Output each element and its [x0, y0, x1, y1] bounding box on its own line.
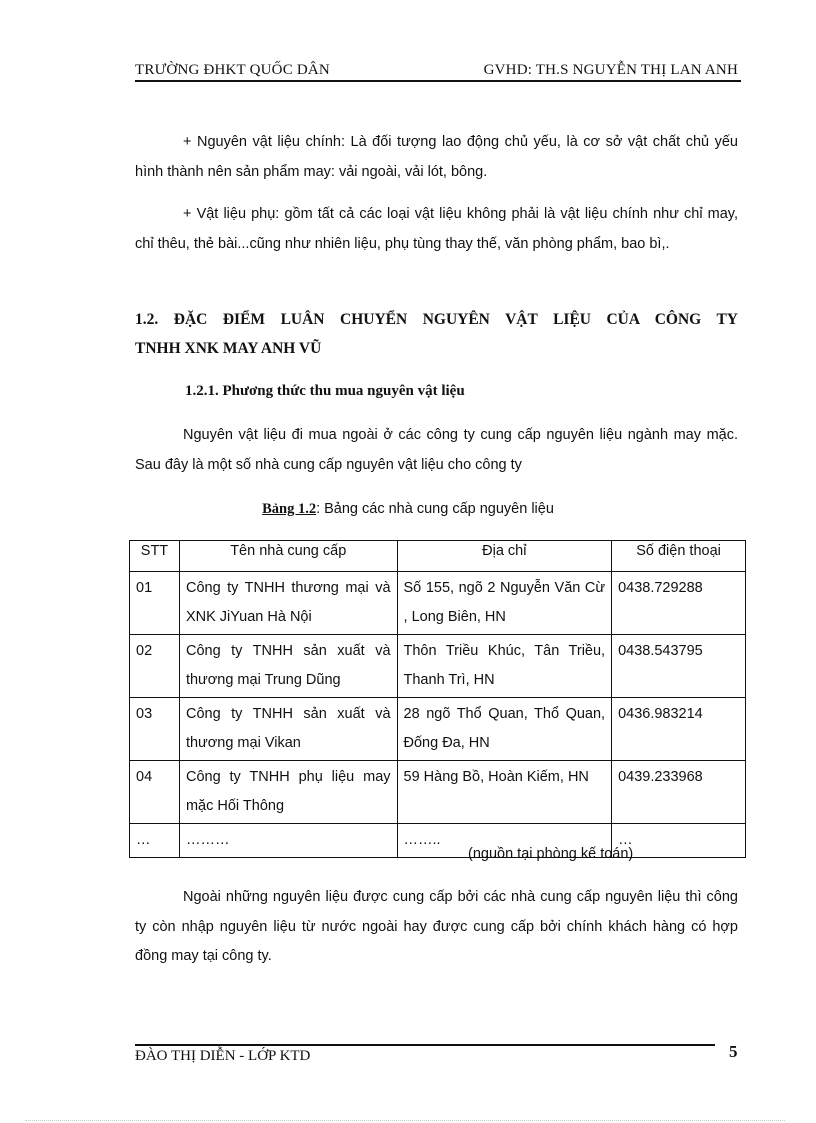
cell-supplier-name: Công ty TNHH sản xuất và thương mại Trung Dũng — [179, 635, 397, 698]
table-source-note: (nguồn tại phòng kế toán) — [468, 846, 634, 862]
subsection-heading: 1.2.1. Phương thức thu mua nguyên vật liệu — [185, 383, 465, 399]
col-header-supplier-name: Tên nhà cung cấp — [179, 541, 397, 572]
table-row — [130, 635, 746, 698]
section-heading-line2: TNHH XNK MAY ANH VŨ — [135, 340, 322, 357]
header-school: TRƯỜNG ĐHKT QUỐC DÂN — [135, 62, 330, 78]
paragraph-other-sources: Ngoài những nguyên liệu được cung cấp bởi các nhà cung cấp nguyên liệu thì công ty còn nhập nguyên liệu từ nước ngoài hay được cung cấp bởi chính khách hàng có hợp đồng may tại công ty. — [135, 889, 738, 964]
cell-phone: … — [612, 824, 746, 858]
cell-stt: 04 — [130, 761, 180, 824]
cell-supplier-name: Công ty TNHH phụ liệu may mặc Hối Thông — [179, 761, 397, 824]
cell-stt: 01 — [130, 572, 180, 635]
page-edge-divider — [25, 1120, 785, 1121]
cell-stt: 03 — [130, 698, 180, 761]
cell-phone: 0438.543795 — [612, 635, 746, 698]
cell-supplier-name: ……… — [179, 824, 397, 858]
footer-rule — [135, 1044, 715, 1046]
paragraph-suppliers-intro: Nguyên vật liệu đi mua ngoài ở các công ty cung cấp nguyên liệu ngành may mặc. Sau đây là một số nhà cung cấp nguyên vật liệu cho công ty — [135, 427, 738, 473]
table-header-row — [130, 541, 746, 572]
cell-phone: 0439.233968 — [612, 761, 746, 824]
col-header-phone: Số điện thoại — [612, 541, 746, 572]
col-header-address: Địa chỉ — [397, 541, 612, 572]
header-supervisor: GVHD: TH.S NGUYỄN THỊ LAN ANH — [483, 62, 738, 78]
cell-supplier-name: Công ty TNHH sản xuất và thương mại Vikan — [179, 698, 397, 761]
cell-address: Số 155, ngõ 2 Nguyễn Văn Cừ , Long Biên, HN — [397, 572, 612, 635]
table-caption-text: : Bảng các nhà cung cấp nguyên liệu — [316, 501, 554, 517]
cell-address: 59 Hàng Bồ, Hoàn Kiếm, HN — [397, 761, 612, 824]
cell-supplier-name: Công ty TNHH thương mại và XNK JiYuan Hà Nội — [179, 572, 397, 635]
page-header — [135, 60, 738, 82]
paragraph-main-materials: + Nguyên vật liệu chính: Là đối tượng lao động chủ yếu, là cơ sở vật chất chủ yếu hình thành nên sản phẩm may: vải ngoài, vải lót, bông. — [135, 134, 738, 180]
page-number: 5 — [729, 1042, 738, 1061]
cell-phone: 0438.729288 — [612, 572, 746, 635]
cell-address: 28 ngõ Thổ Quan, Thổ Quan, Đống Đa, HN — [397, 698, 612, 761]
header-rule — [135, 80, 741, 82]
table-row — [130, 761, 746, 824]
table-row — [130, 824, 746, 858]
cell-stt: 02 — [130, 635, 180, 698]
paragraph-auxiliary-materials: + Vật liệu phụ: gồm tất cả các loại vật liệu không phải là vật liệu chính như chỉ may, chỉ thêu, thẻ bài...cũng như nhiên liệu, phụ tùng thay thế, văn phòng phẩm, bao bì,. — [135, 206, 738, 252]
table-row — [130, 572, 746, 635]
section-heading — [135, 305, 738, 363]
cell-phone: 0436.983214 — [612, 698, 746, 761]
footer-author: ĐÀO THỊ DIỄN - LỚP KTD — [135, 1048, 311, 1064]
table-caption — [0, 501, 816, 518]
cell-stt: … — [130, 824, 180, 858]
table-row — [130, 698, 746, 761]
cell-address: Thôn Triều Khúc, Tân Triều, Thanh Trì, HN — [397, 635, 612, 698]
section-heading-line1: 1.2. ĐẶC ĐIỂM LUÂN CHUYỂN NGUYÊN VẬT LIỆU CỦA CÔNG TY — [135, 311, 738, 328]
cell-address: …….. — [397, 824, 612, 858]
supplier-table — [129, 540, 746, 858]
table-caption-label: Bảng 1.2 — [262, 501, 317, 517]
col-header-stt: STT — [130, 541, 180, 572]
